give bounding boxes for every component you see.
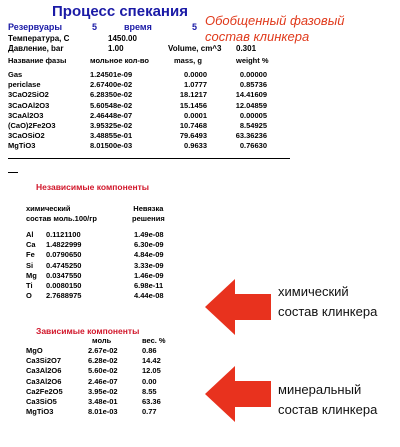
independent-col1-header	[26, 204, 97, 224]
moles-cell: 8.01e-03	[88, 407, 118, 417]
residual-cell: 1.46e-09	[134, 270, 164, 280]
mass-cell: 0.9633	[184, 141, 207, 151]
table-row	[8, 111, 308, 121]
mass-cell: 0.0001	[184, 110, 207, 120]
pressure-value: 1.00	[108, 44, 124, 53]
mass-cell: 1.0777	[184, 80, 207, 90]
phase-name-cell: 3CaOAl2O3	[8, 100, 50, 110]
weight-cell: 63.36	[142, 397, 161, 406]
table-row	[8, 101, 308, 111]
phase-name-cell: periclase	[8, 80, 41, 90]
weight-cell: 0.00005	[239, 110, 267, 120]
compound-cell: Ca2Fe2O5	[26, 386, 63, 396]
weight-cell: 8.55	[142, 386, 157, 396]
compound-cell: MgTiO3	[26, 407, 54, 417]
independent-col1-line2: состав моль.100/гр	[26, 214, 97, 223]
annotation-generalized-phase	[205, 13, 345, 45]
weight-cell: 0.76630	[239, 141, 267, 151]
list-item	[26, 387, 186, 397]
time-value: 5	[192, 22, 198, 32]
element-cell: Mg	[26, 270, 37, 280]
table-divider	[8, 158, 290, 159]
mass-cell: 15.1456	[179, 100, 207, 110]
phase-name-cell: (CaO)2Fe2O3	[8, 121, 56, 130]
element-cell: Fe	[26, 250, 35, 260]
reservoirs-label: Резервуары	[8, 22, 63, 32]
moles-cell: 0.1121100	[46, 230, 81, 239]
molar-amount-cell: 6.28350e-02	[90, 90, 133, 100]
weight-cell: 14.41609	[235, 90, 267, 100]
phase-table-header	[8, 56, 308, 66]
list-item	[26, 271, 186, 281]
moles-cell: 1.4822999	[46, 240, 82, 250]
weight-cell: 8.54925	[239, 121, 267, 130]
volume-value: 0.301	[236, 44, 257, 53]
weight-cell: 0.00	[142, 376, 157, 386]
list-item	[26, 240, 186, 250]
independent-col2-line2: решения	[132, 214, 165, 223]
list-item	[26, 366, 186, 376]
independent-col2-header	[132, 204, 165, 224]
table-row	[8, 70, 308, 80]
moles-cell: 5.60e-02	[88, 366, 118, 376]
volume-label: Volume, cm^3	[168, 44, 222, 53]
phase-name-cell: Gas	[8, 70, 23, 79]
dependent-table	[26, 346, 186, 418]
reservoirs-value: 5	[92, 22, 98, 32]
phase-name-cell: 3CaAl2O3	[8, 110, 44, 120]
dependent-col1-header: моль	[92, 336, 112, 345]
table-row	[8, 80, 308, 90]
mass-cell: 18.1217	[179, 90, 207, 100]
header-weight: weight %	[236, 56, 269, 65]
list-item	[26, 346, 186, 356]
compound-cell: Ca3Al2O6	[26, 366, 62, 376]
independent-table	[26, 230, 186, 302]
caption-mineral-line1: минеральный	[278, 382, 362, 397]
list-item	[26, 261, 186, 271]
phase-name-cell: 3CaO2SiO2	[8, 90, 49, 100]
header-molar-amount: мольное кол-во	[90, 56, 149, 65]
dependent-col2-header: вес. %	[142, 336, 166, 345]
mass-cell: 0.0000	[184, 70, 207, 79]
list-item	[26, 397, 186, 407]
caption-mineral	[278, 380, 377, 420]
element-cell: Ca	[26, 240, 36, 250]
residual-cell: 6.30e-09	[134, 240, 164, 250]
mass-cell: 79.6493	[179, 131, 207, 141]
dependent-title: Зависимые компоненты	[36, 326, 140, 336]
mass-cell: 10.7468	[179, 121, 207, 130]
table-row	[8, 141, 308, 151]
phase-name-cell: MgTiO3	[8, 141, 36, 151]
molar-amount-cell: 1.24501e-09	[90, 70, 133, 79]
element-cell: Si	[26, 260, 34, 270]
arrow-chemical-icon	[205, 279, 271, 335]
list-item	[26, 281, 186, 291]
element-cell: O	[26, 291, 32, 301]
weight-cell: 0.77	[142, 407, 157, 417]
moles-cell: 2.67e-02	[88, 346, 118, 355]
temperature-label: Температура, С	[8, 34, 70, 43]
arrow-mineral-icon	[205, 366, 271, 422]
table-row	[8, 131, 308, 141]
header-phase-name: Название фазы	[8, 56, 67, 65]
element-cell: Ti	[26, 281, 33, 290]
molar-amount-cell: 5.60548e-02	[90, 100, 133, 110]
list-item	[26, 230, 186, 240]
short-dash	[8, 172, 18, 173]
caption-chemical-line1: химический	[278, 284, 349, 299]
compound-cell: Ca3Si2O7	[26, 356, 62, 366]
residual-cell: 4.44e-08	[134, 291, 164, 301]
residual-cell: 6.98e-11	[134, 281, 164, 290]
compound-cell: Ca3SiO5	[26, 397, 57, 406]
weight-cell: 14.42	[142, 356, 161, 366]
moles-cell: 3.48e-01	[88, 397, 118, 406]
weight-cell: 63.36236	[235, 131, 267, 141]
page-title: Процесс спекания	[52, 3, 188, 20]
compound-cell: MgO	[26, 346, 43, 355]
molar-amount-cell: 8.01500e-03	[90, 141, 133, 151]
molar-amount-cell: 2.46448e-07	[90, 110, 133, 120]
table-row	[8, 90, 308, 100]
residual-cell: 1.49e-08	[134, 230, 164, 239]
caption-mineral-line2: состав клинкера	[278, 402, 378, 417]
independent-title: Независимые компоненты	[36, 182, 149, 192]
caption-chemical-line2: состав клинкера	[278, 304, 378, 319]
caption-chemical	[278, 282, 377, 322]
list-item	[26, 377, 186, 387]
phase-name-cell: 3CaOSiO2	[8, 131, 45, 141]
residual-cell: 3.33e-09	[134, 260, 164, 270]
weight-cell: 0.86	[142, 346, 157, 355]
weight-cell: 12.05	[142, 366, 161, 376]
moles-cell: 0.0347550	[46, 270, 82, 280]
header-mass: mass, g	[174, 56, 202, 65]
residual-cell: 4.84e-09	[134, 250, 164, 260]
list-item	[26, 291, 186, 301]
annotation-line-2: состав клинкера	[205, 29, 310, 44]
table-row	[8, 121, 308, 131]
time-label: время	[124, 22, 152, 32]
pressure-label: Давление, bar	[8, 44, 64, 53]
moles-cell: 2.7688975	[46, 291, 82, 301]
molar-amount-cell: 3.95325e-02	[90, 121, 133, 130]
moles-cell: 0.0790650	[46, 250, 82, 260]
molar-amount-cell: 2.67400e-02	[90, 80, 133, 90]
element-cell: Al	[26, 230, 34, 239]
moles-cell: 0.4745250	[46, 260, 82, 270]
list-item	[26, 250, 186, 260]
weight-cell: 0.00000	[239, 70, 267, 79]
annotation-line-1: Обобщенный фазовый	[205, 13, 345, 28]
molar-amount-cell: 3.48855e-01	[90, 131, 133, 141]
list-item	[26, 356, 186, 366]
independent-col1-line1: химический	[26, 204, 71, 213]
independent-col2-line1: Невязка	[133, 204, 164, 213]
compound-cell: Ca3Al2O6	[26, 376, 62, 386]
phase-table	[8, 56, 308, 156]
weight-cell: 12.04859	[235, 100, 267, 110]
weight-cell: 0.85736	[239, 80, 267, 90]
temperature-value: 1450.00	[108, 34, 137, 43]
moles-cell: 6.28e-02	[88, 356, 118, 366]
list-item	[26, 407, 186, 417]
moles-cell: 0.0080150	[46, 281, 82, 290]
moles-cell: 2.46e-07	[88, 376, 118, 386]
moles-cell: 3.95e-02	[88, 386, 118, 396]
